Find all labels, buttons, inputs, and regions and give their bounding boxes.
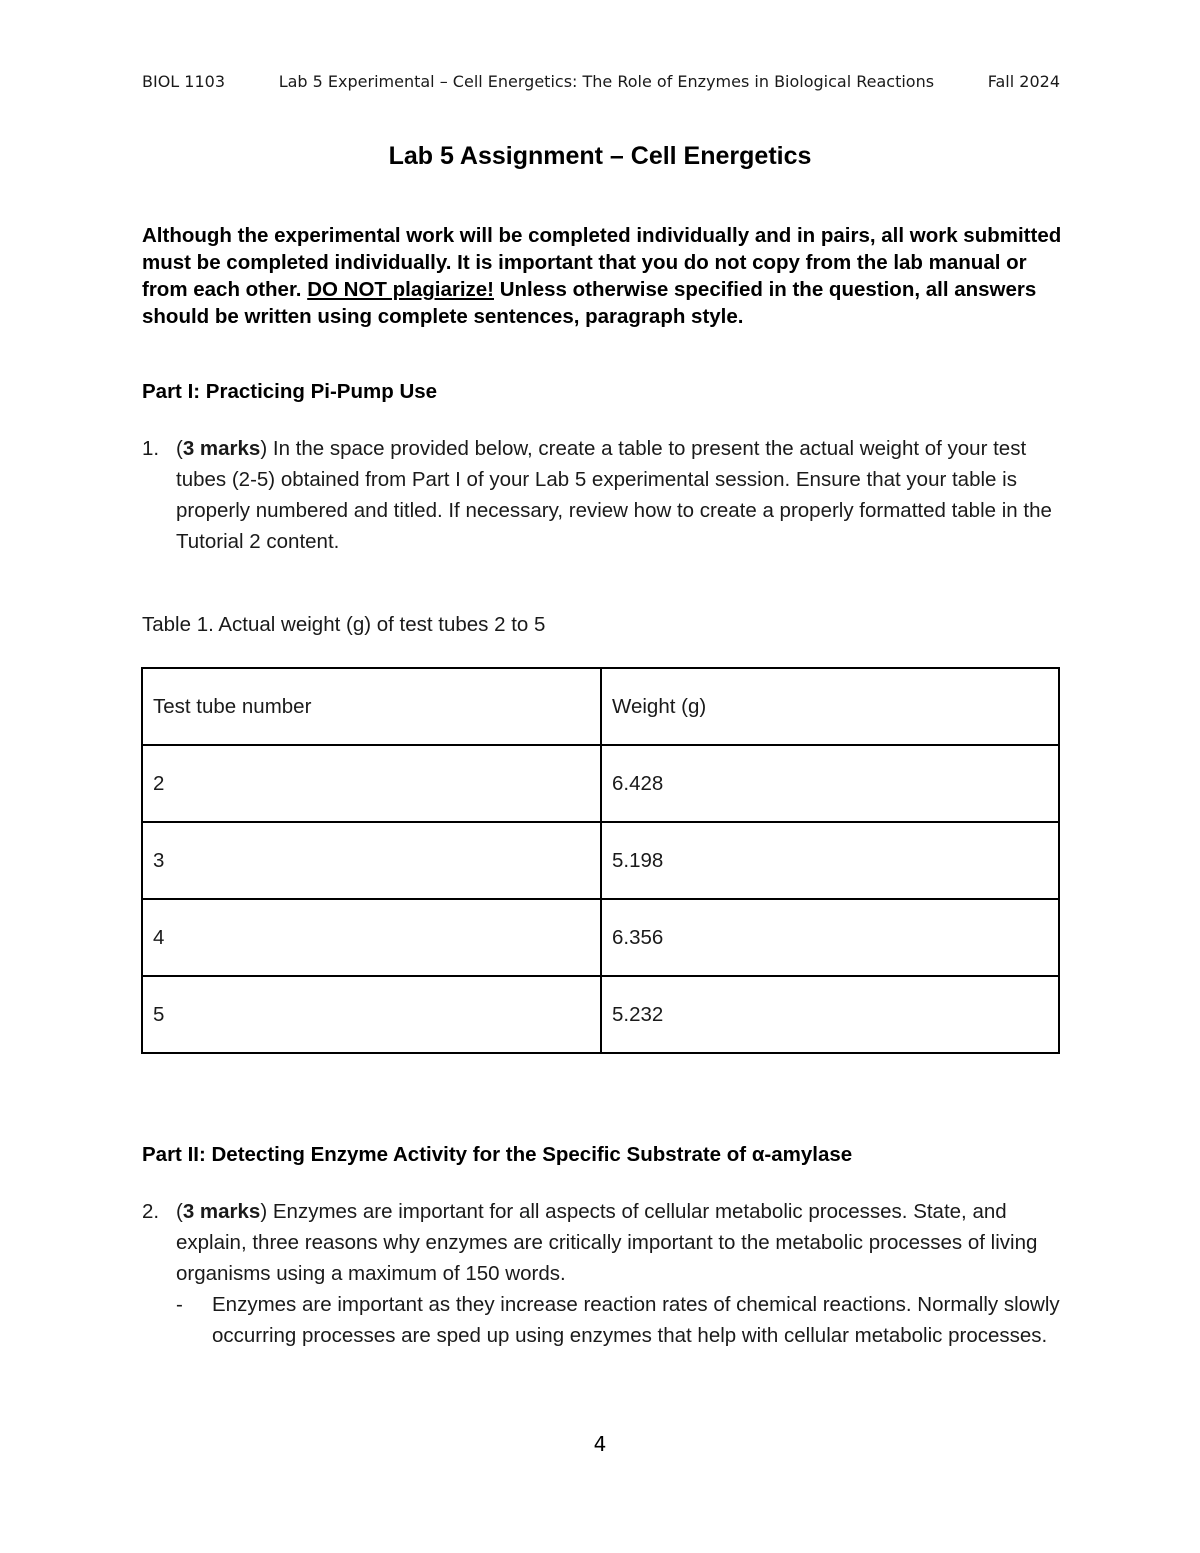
plagiarism-warning: DO NOT plagiarize! bbox=[307, 278, 494, 301]
question-1-number: 1. bbox=[142, 437, 160, 460]
question-1 bbox=[142, 433, 1072, 557]
table-cell-weight: 6.356 bbox=[601, 899, 1059, 976]
question-2-body: (3 marks) Enzymes are important for all aspects of cellular metabolic processes. State, and explain, three reasons why enzymes are critically important to the metabolic processes of living organisms using a maximum of 150 words. bbox=[176, 1200, 1038, 1285]
table-cell-weight: 6.428 bbox=[601, 745, 1059, 822]
bullet-dash: - bbox=[176, 1293, 183, 1316]
answer-text: Enzymes are important as they increase reaction rates of chemical reactions. Normally slowly occurring processes are sped up using enzymes that help with cellular metabolic processes. bbox=[212, 1293, 1060, 1347]
question-1-text: In the space provided below, create a table to present the actual weight of your test tubes (2-5) obtained from Part I of your Lab 5 experimental session. Ensure that your table is properly numbered and titled. If necessary, review how to create a properly formatted table in the Tutorial 2 content. bbox=[176, 437, 1052, 553]
table-cell-weight: 5.232 bbox=[601, 976, 1059, 1053]
question-2-number: 2. bbox=[142, 1200, 160, 1223]
question-2-marks: 3 marks bbox=[182, 1200, 261, 1223]
table-caption: Table 1. Actual weight (g) of test tubes 2 to 5 bbox=[142, 613, 546, 636]
test-tube-weight-table bbox=[141, 667, 1060, 1054]
question-1-marks: 3 marks bbox=[182, 437, 261, 460]
table-row bbox=[142, 976, 1059, 1053]
table-row bbox=[142, 822, 1059, 899]
part-1-heading: Part I: Practicing Pi-Pump Use bbox=[142, 380, 438, 403]
page-title: Lab 5 Assignment – Cell Energetics bbox=[388, 142, 812, 170]
header-term: Fall 2024 bbox=[987, 72, 1060, 91]
table-cell-tube-number: 2 bbox=[142, 745, 601, 822]
header-course: BIOL 1103 bbox=[142, 72, 226, 91]
page-number: 4 bbox=[593, 1432, 607, 1456]
instructions-text-after: Unless otherwise specified in the question, all answers should be written using complete sentences, paragraph style. bbox=[142, 278, 1037, 328]
question-1-body: (3 marks) In the space provided below, create a table to present the actual weight of your test tubes (2-5) obtained from Part I of your Lab 5 experimental session. Ensure that your table is properly numbered and titled. If necessary, review how to create a properly formatted table in the Tutorial 2 content. bbox=[176, 437, 1052, 553]
table-cell-tube-number: 5 bbox=[142, 976, 601, 1053]
part-2-heading: Part II: Detecting Enzyme Activity for the Specific Substrate of α-amylase bbox=[142, 1143, 853, 1166]
header-lab-title: Lab 5 Experimental – Cell Energetics: The Role of Enzymes in Biological Reactions bbox=[278, 72, 935, 91]
question-2 bbox=[142, 1196, 1072, 1351]
table-cell-tube-number: 4 bbox=[142, 899, 601, 976]
instructions-paragraph bbox=[142, 222, 1072, 330]
running-header bbox=[142, 72, 1060, 91]
table-header-cell: Weight (g) bbox=[601, 668, 1059, 745]
table-header-cell: Test tube number bbox=[142, 668, 601, 745]
instructions-text-before: Although the experimental work will be completed individually and in pairs, all work submitted must be completed individually. It is important that you do not copy from the lab manual or from each other. bbox=[142, 224, 1062, 301]
question-2-text: Enzymes are important for all aspects of cellular metabolic processes. State, and explain, three reasons why enzymes are critically important to the metabolic processes of living organisms using a maximum of 150 words. bbox=[176, 1200, 1038, 1285]
table-cell-weight: 5.198 bbox=[601, 822, 1059, 899]
table-row bbox=[142, 899, 1059, 976]
answer-bullet-item bbox=[176, 1289, 1072, 1351]
table-row bbox=[142, 745, 1059, 822]
table-header-row bbox=[142, 668, 1059, 745]
table-cell-tube-number: 3 bbox=[142, 822, 601, 899]
